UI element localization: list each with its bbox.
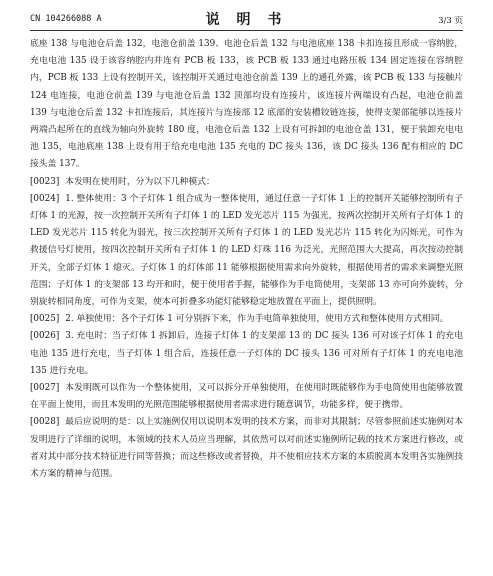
paragraph-0025 (30, 311, 463, 328)
paragraph-text: 底座 138 与电池仓后盖 132，电池仓前盖 139、电池仓后盖 132 与电池底座 138 卡扣连接且形成一容纳腔，充电电池 135 设于该容纳腔内并连有 PCB 板 133，该 PCB 板 133 通过电路压板 134 固定连接在容纳腔内，PCB 板 133 上设有控制开关，该控制开关通过电池仓前盖 139 上的通孔外露，该 PCB 板 133 与接触片 124 电连接，电池仓前盖 139 与电池仓后盖 132 顶部均设有连接片，该连接片两端设有凸起，电池仓前盖 139 与电池仓后盖 132 卡扣连接后，其连接片与连接部 12 底部的安装槽铰链连接，使得支架部能够以连接片两端凸起所在的直线为轴向外旋转 180 度，电池仓后盖 132 上设有可拆卸的电池仓盖 131，便于装卸充电电池 135，电池底座 138 上设有用于给充电电池 135 充电的 DC 接头 136，该 DC 接头 136 配有相应的 DC 接头盖 137。 (30, 39, 463, 170)
header-rule (30, 30, 463, 31)
paragraph-0023 (30, 174, 463, 191)
document-body (30, 36, 463, 572)
paragraph-number: [0027] (30, 383, 60, 394)
paragraph-0028 (30, 414, 463, 483)
paragraph-continuation (30, 36, 463, 174)
document-title: 说 明 书 (205, 12, 288, 28)
paragraph-text: 最后应说明的是：以上实施例仅用以说明本发明的技术方案，而非对其限制；尽管参照前述实施例对本发明进行了详细的说明，本领域的技术人员应当理解，其依然可以对前述实施例所记载的技术方案进行修改，或者对其中部分技术特征进行同等替换；而这些修改或者替换，并不使相应技术方案的本质脱离本发明各实施例技术方案的精神与范围。 (30, 417, 463, 480)
page-header (30, 8, 463, 30)
paragraph-text: 2. 单独使用：各个子灯体 1 可分别拆下来，作为手电筒单独使用，使用方式和整体使用方式相同。 (65, 314, 449, 325)
document-id: CN 104266088 A (30, 14, 102, 24)
paragraph-0026 (30, 328, 463, 380)
paragraph-text: 1. 整体使用：3 个子灯体 1 组合成为一整体使用，通过任意一子灯体 1 上的控制开关能够控制所有子灯体 1 的光源，按一次控制开关所有子灯体 1 的 LED 发光芯片 115 为强光，按两次控制开关所有子灯体 1 的 LED 发光芯片 115 转化为弱光，按三次控制开关所有子灯体 1 的 LED 发光芯片 115 转化为闪烁光，可作为救援信号灯使用，按四次控制开关所有子灯体 1 的 LED 灯珠 116 为泛光，光照范围大大提高，再次按动控制开关，全部子灯体 1 熄灭。子灯体 1 的灯体部 11 能够根据使用需求向外旋转，根据使用者的需求来调整光照范围；子灯体 1 的支架部 13 均开和时，便于使用者手握，能够作为手电筒使用，支架部 13 亦可向外旋转，分别旋转相同角度，可作为支架，使本可折叠多功能灯能够稳定地放置在平面上，提供照明。 (30, 193, 463, 308)
paragraph-number: [0023] (30, 176, 60, 187)
paragraph-text: 3. 充电时：当子灯体 1 拆卸后，连接子灯体 1 的支架部 13 的 DC 接头 136 可对该子灯体 1 的充电电池 135 进行充电，当子灯体 1 组合后，连接任意一子灯体的 DC 接头 136 可对所有子灯体 1 的充电电池 135 进行充电。 (30, 331, 463, 376)
paragraph-number: [0028] (30, 417, 60, 428)
page-number: 3/3 页 (438, 16, 463, 26)
paragraph-number: [0024] (30, 193, 60, 204)
paragraph-0024 (30, 191, 463, 311)
paragraph-number: [0026] (30, 331, 60, 342)
paragraph-text: 本发明在使用时，分为以下几种模式： (65, 176, 215, 187)
paragraph-number: [0025] (30, 314, 60, 325)
paragraph-0027 (30, 380, 463, 414)
paragraph-text: 本发明既可以作为一个整体使用，又可以拆分开单独使用，在使用时既能够作为手电筒使用也能够放置在平面上使用，而且本发明的光照范围能够根据使用者需求进行随意调节，功能多样，便于携带。 (30, 383, 463, 411)
